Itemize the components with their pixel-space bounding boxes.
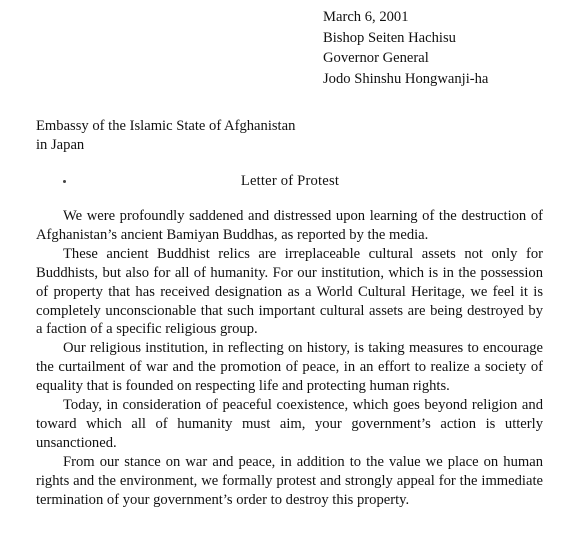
- letter-body: [36, 207, 543, 510]
- sender-block: [323, 7, 488, 89]
- letter-title: Letter of Protest: [240, 173, 340, 189]
- paragraph: Our religious institution, in reflecting on history, is taking measures to encourage the curtailment of war and the promotion of peace, in an effort to realize a society of equality that is founded on respecting life and protecting human rights.: [36, 340, 543, 395]
- recipient-line-2: in Japan: [36, 137, 85, 153]
- sender-name: Bishop Seiten Hachisu: [323, 29, 456, 46]
- sender-organization: Jodo Shinshu Hongwanji-ha: [323, 70, 489, 87]
- recipient-line-1: Embassy of the Islamic State of Afghanistan: [36, 118, 296, 134]
- paragraph: These ancient Buddhist relics are irreplaceable cultural assets not only for Buddhists, but also for all of humanity. For our institution, which is in the possession of property that has received designation as a World Cultural Heritage, we feel it is completely unconscionable that such important cultural assets are being destroyed by a faction of a specific religious group.: [36, 245, 543, 338]
- paragraph: From our stance on war and peace, in addition to the value we place on human rights and the environment, we formally protest and strongly appeal for the immediate termination of your government’s order to destroy this property.: [36, 453, 543, 508]
- sender-position: Governor General: [323, 50, 429, 66]
- letter-date: March 6, 2001: [323, 9, 409, 25]
- recipient-block: [36, 117, 295, 155]
- paragraph: We were profoundly saddened and distressed upon learning of the destruction of Afghanistan’s ancient Bamiyan Buddhas, as reported by the media.: [36, 208, 543, 243]
- paragraph: Today, in consideration of peaceful coexistence, which goes beyond religion and toward which all of humanity must aim, your government’s action is utterly unsanctioned.: [36, 397, 543, 451]
